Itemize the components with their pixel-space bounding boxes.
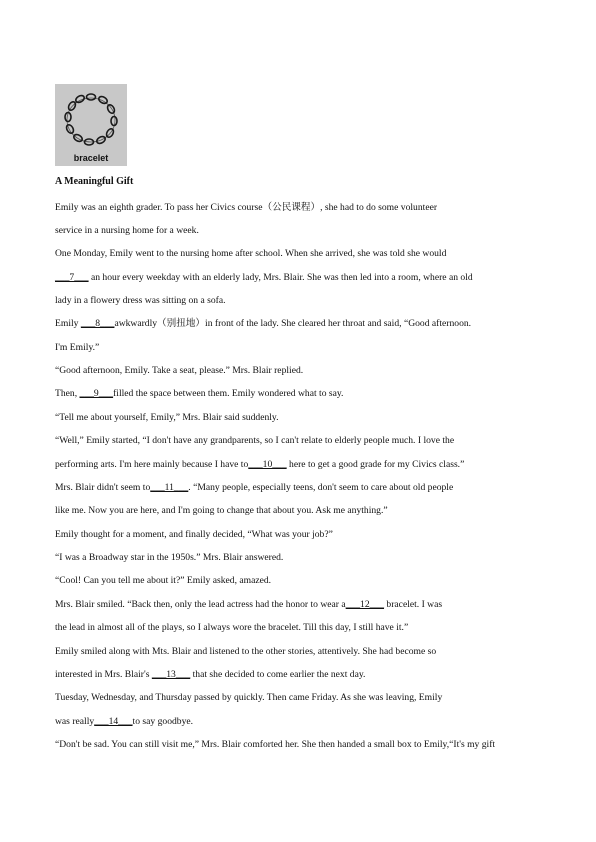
text-line-with-blank: Mrs. Blair didn't seem to___11___. “Many people, especially teens, don't seem to care about old people — [55, 482, 454, 493]
text-line: Tuesday, Wednesday, and Thursday passed by quickly. Then came Friday. As she was leaving, Emily — [55, 692, 443, 703]
text-line: “I was a Broadway star in the 1950s.” Mrs. Blair answered. — [55, 552, 284, 563]
text-line: Emily was an eighth grader. To pass her Civics course（公民课程）, she had to do some volunteer — [55, 202, 438, 213]
bracelet-image — [55, 84, 127, 166]
passage-title: A Meaningful Gift — [55, 176, 134, 187]
text-line: “Don't be sad. You can still visit me,” Mrs. Blair comforted her. She then handed a small box to Emily,“It's my gift — [55, 739, 496, 750]
text-line-with-blank: Emily ___8___awkwardly（别扭地）in front of the lady. She cleared her throat and said, “Good afternoon. — [55, 318, 472, 329]
blank-11: ___11___ — [150, 482, 189, 493]
text-line: “Tell me about yourself, Emily,” Mrs. Blair said suddenly. — [55, 412, 279, 423]
text-line-with-blank: was really___14___to say goodbye. — [55, 716, 194, 727]
text-line-with-blank: performing arts. I'm here mainly because I have to___10___ here to get a good grade for my Civics class.” — [55, 459, 465, 470]
text-line-with-blank: interested in Mrs. Blair's ___13___ that she decided to come earlier the next day. — [55, 669, 366, 680]
blank-8: ___8___ — [80, 318, 115, 329]
blank-14: ___14___ — [94, 716, 133, 727]
text-line: “Well,” Emily started, “I don't have any grandparents, so I can't relate to elderly people much. I love the — [55, 435, 455, 446]
text-line: Emily smiled along with Mts. Blair and listened to the other stories, attentively. She had become so — [55, 646, 437, 657]
text-line-with-blank: Then, ___9___filled the space between them. Emily wondered what to say. — [55, 388, 344, 399]
text-line-with-blank: Mrs. Blair smiled. “Back then, only the lead actress had the honor to wear a___12___ bracelet. I was — [55, 599, 443, 610]
blank-12: ___12___ — [345, 599, 385, 610]
blank-13: ___13___ — [151, 669, 191, 680]
blank-10: ___10___ — [248, 459, 287, 470]
text-line: service in a nursing home for a week. — [55, 225, 199, 236]
text-line: like me. Now you are here, and I'm going to change that about you. Ask me anything.” — [55, 505, 388, 516]
text-line: I'm Emily.” — [55, 342, 100, 353]
figure-caption: bracelet — [73, 153, 109, 163]
text-line: lady in a flowery dress was sitting on a sofa. — [55, 295, 226, 306]
text-line: “Good afternoon, Emily. Take a seat, please.” Mrs. Blair replied. — [55, 365, 304, 376]
text-line-with-blank: ___7___ an hour every weekday with an elderly lady, Mrs. Blair. She was then led into a room, where an old — [55, 272, 473, 283]
text-line: Emily thought for a moment, and finally decided, “What was your job?” — [55, 529, 333, 540]
text-line: the lead in almost all of the plays, so I always wore the bracelet. Till this day, I still have it.” — [55, 622, 409, 633]
blank-7: ___7___ — [55, 272, 89, 283]
blank-9: ___9___ — [79, 388, 114, 399]
text-line: One Monday, Emily went to the nursing home after school. When she arrived, she was told she would — [55, 248, 447, 259]
text-line: “Cool! Can you tell me about it?” Emily asked, amazed. — [55, 575, 272, 586]
